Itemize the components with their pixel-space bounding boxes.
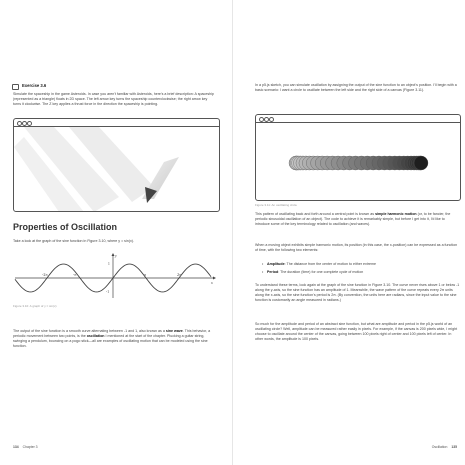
window-titlebar bbox=[256, 115, 460, 123]
x-axis-label: x bbox=[211, 280, 213, 285]
left-page bbox=[0, 0, 232, 465]
body-paragraph: This pattern of oscillating back and forth around a central point is known as simple harmonic motion (or, to be fancier, the periodic sinusoidal oscillation of an object). The code to achieve it is remarkably simple, but before I get into it, I'd like to introduce some of the key terminology related to oscillation (and waves). bbox=[255, 212, 451, 226]
asteroids-sketch-window bbox=[13, 118, 220, 212]
x-axis-arrow bbox=[213, 277, 216, 280]
intro-text: Take a look at the graph of the sine function in Figure 3.10, where y = sin(x). bbox=[13, 239, 134, 243]
body-paragraph: To understand these terms, look again at the graph of the sine function in Figure 3.10. The curve never rises above 1 or below -1 along the y-axis, so the sine function has an amplitude of 1. Meanwhile, the wave pattern of the curve repeats every 2π units along the x-axis, so the sine function's period is 2π. (By convention, the units here are radians, since the input value to the sine function is customarily an angle measured in radians.) bbox=[255, 283, 460, 302]
intro-text: In a p5.js sketch, you can simulate oscillation by assigning the output of the sine function to an object's position. I'll begin with a basic scenario: I want a circle to oscillate between the left side and the right side of a canvas (Figure 3.11). bbox=[255, 83, 457, 92]
chapter-label: Chapter 3 bbox=[22, 445, 38, 449]
window-titlebar bbox=[14, 119, 219, 127]
oscillating-circle-window bbox=[255, 114, 461, 201]
oscillating-circle bbox=[414, 156, 428, 170]
window-dot-icon bbox=[27, 121, 32, 126]
exercise-title: Exercise 3.6 bbox=[22, 83, 47, 88]
y-axis-label: y bbox=[115, 253, 117, 258]
bullet-period: • Period: The duration (time) for one complete cycle of motion bbox=[267, 270, 457, 275]
body-paragraph: The output of the sine function is a smooth curve alternating between -1 and 1, also known as a sine wave. This behavior, a periodic movement between two points, is the oscillation I mentioned at the start of the chapter. Plucking a guitar string, swinging a pendulum, bouncing on a pogo stick—all are examples of oscillating motion that can be modeled using the sine function. bbox=[13, 329, 211, 348]
figure-caption: Figure 3.10: A graph of y = sin(x) bbox=[13, 304, 57, 308]
x-tick-label: -π bbox=[73, 272, 77, 277]
body-paragraph: When a moving object exhibits simple harmonic motion, its position (in this case, the x-position) can be expressed as a function of time, with the following two elements: bbox=[255, 243, 458, 252]
right-page bbox=[233, 0, 465, 465]
x-tick-label: π bbox=[144, 272, 147, 277]
term-oscillation: oscillation bbox=[86, 334, 105, 338]
page-number: 135 bbox=[451, 445, 457, 449]
oscillation-canvas bbox=[256, 123, 460, 201]
chapter-label: Oscillation bbox=[431, 445, 448, 449]
exercise-icon bbox=[12, 84, 19, 90]
left-footer bbox=[13, 445, 38, 449]
y-tick-label: -1 bbox=[106, 290, 109, 294]
x-tick-label: -2π bbox=[42, 272, 48, 277]
right-footer bbox=[432, 445, 457, 449]
bullet-amplitude: • Amplitude: The distance from the center of motion to either extreme bbox=[267, 262, 457, 267]
section-title: Properties of Oscillation bbox=[13, 222, 118, 232]
exercise-text: Simulate the spaceship in the game Asteroids. In case you aren't familiar with Asteroids, here's a brief description: A spaceship (represented as a triangle) floats in 2D space. The left arrow key turns the spaceship counterclockwise; the right arrow key turns it clockwise. The Z key applies a thrust force in the direction the spaceship is pointing. bbox=[13, 92, 214, 106]
figure-caption: Figure 3.11: An oscillating circle bbox=[255, 203, 297, 207]
term-simple-harmonic-motion: simple harmonic motion bbox=[375, 212, 417, 216]
sine-graph bbox=[13, 252, 218, 300]
x-tick-label: 2π bbox=[177, 272, 182, 277]
body-paragraph: So much for the amplitude and period of an abstract sine function, but what are amplitude and period in the p5.js world of an oscillating circle? Well, amplitude can be measured rather easily in pixels. For example, if the canvas is 200 pixels wide, I might choose to oscillate around the center of the canvas, going between 100 pixels right of center and 100 pixels left of center. In other words, the amplitude is 100 pixels. bbox=[255, 322, 458, 341]
window-dot-icon bbox=[269, 117, 274, 122]
asteroids-trail-canvas bbox=[14, 127, 219, 212]
term-sine-wave: sine wave bbox=[165, 329, 183, 333]
page-number: 134 bbox=[13, 445, 19, 449]
y-tick-label: 1 bbox=[108, 262, 110, 266]
